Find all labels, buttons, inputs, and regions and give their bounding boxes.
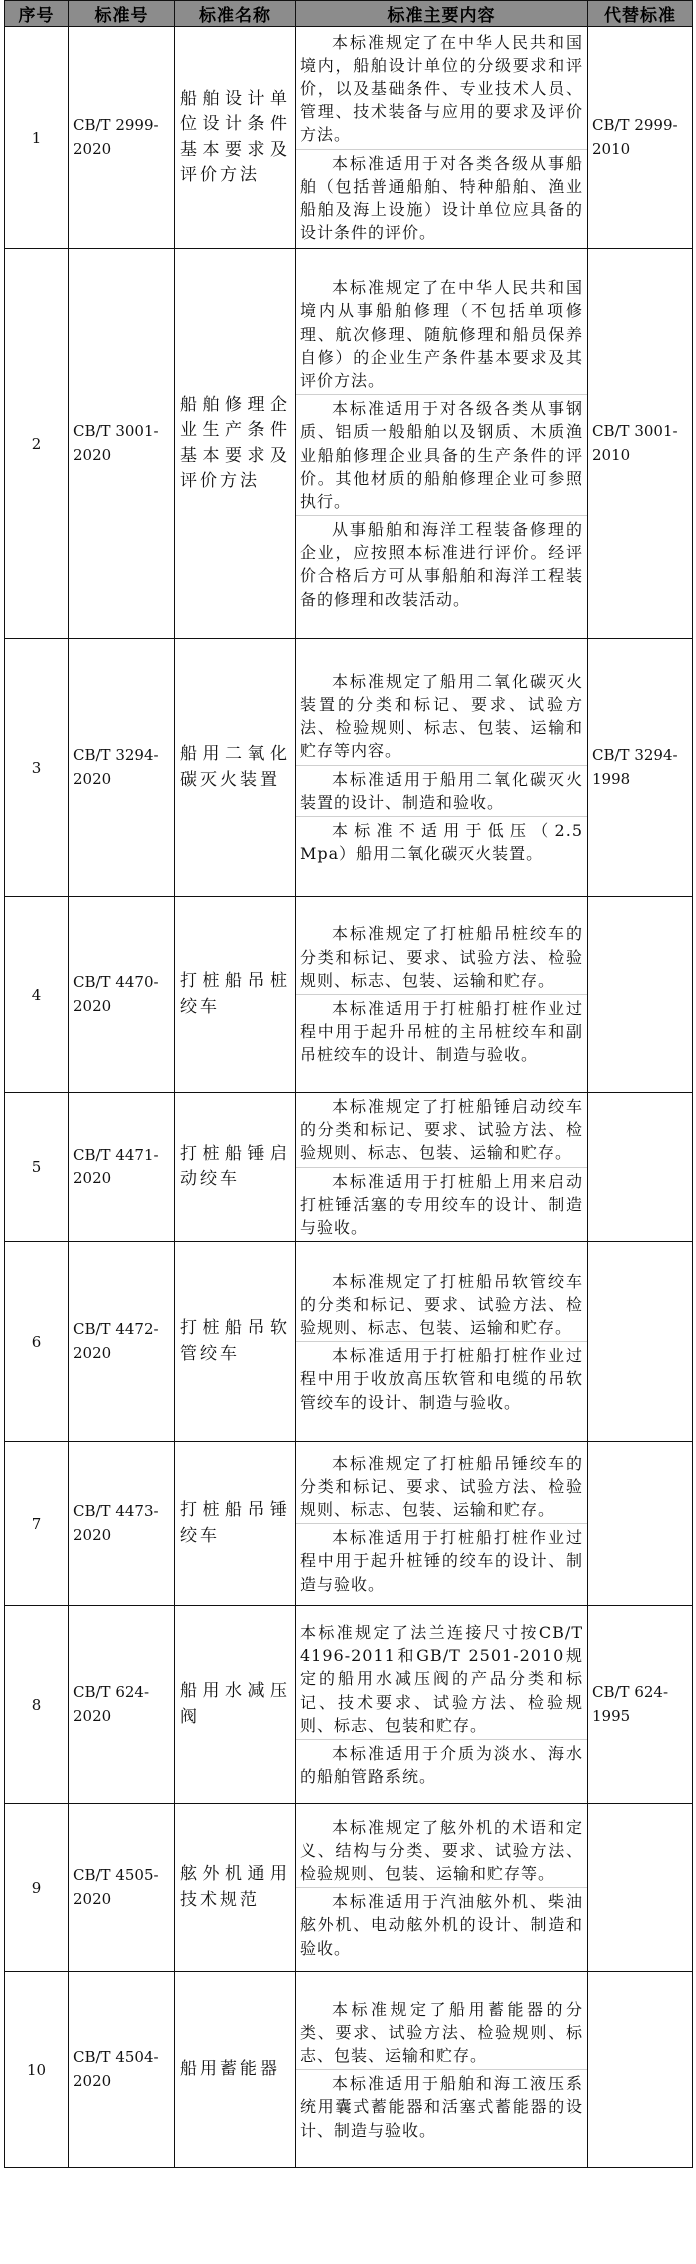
table-row — [5, 897, 693, 1093]
row-standard-code: CB/T 4505-2020 — [69, 1804, 175, 1972]
row-standard-code: CB/T 4470-2020 — [69, 897, 175, 1093]
row-replaced-standard — [588, 1093, 693, 1242]
row-content — [296, 639, 588, 897]
row-standard-code: CB/T 624-2020 — [69, 1606, 175, 1804]
row-standard-code: CB/T 3294-2020 — [69, 639, 175, 897]
row-standard-name: 船舶修理企业生产条件基本要求及评价方法 — [175, 249, 296, 639]
row-standard-name: 打桩船吊软管绞车 — [175, 1242, 296, 1442]
content-paragraph: 从事船舶和海洋工程装备修理的企业，应按照本标准进行评价。经评价合格后方可从事船舶和海洋工程装备的修理和改装活动。 — [296, 515, 587, 613]
content-paragraph: 本标准规定了打桩船锤启动绞车的分类和标记、要求、试验方法、检验规则、标志、包装、运输和贮存。 — [300, 1097, 583, 1163]
row-seq: 5 — [5, 1093, 69, 1242]
content-paragraph: 本标准适用于对各级各类从事钢质、铝质一般船舶以及钢质、木质渔业船舶修理企业具备的生产条件的评价。其他材质的船舶修理企业可参照执行。 — [296, 394, 587, 515]
row-content — [296, 1804, 588, 1972]
row-standard-name: 打桩船吊桩绞车 — [175, 897, 296, 1093]
row-replaced-standard: CB/T 3294-1998 — [588, 639, 693, 897]
row-seq: 1 — [5, 27, 69, 249]
row-content — [296, 1606, 588, 1804]
row-replaced-standard — [588, 897, 693, 1093]
row-content — [296, 1093, 588, 1242]
row-seq: 8 — [5, 1606, 69, 1804]
row-seq: 3 — [5, 639, 69, 897]
standards-table — [4, 0, 693, 2168]
row-replaced-standard: CB/T 624-1995 — [588, 1606, 693, 1804]
row-standard-name: 船用水减压阀 — [175, 1606, 296, 1804]
content-paragraph: 本标准规定了舷外机的术语和定义、结构与分类、要求、试验方法、检验规则、包装、运输和贮存等。 — [300, 1817, 583, 1883]
table-row — [5, 1442, 693, 1606]
content-paragraph: 本标准适用于介质为淡水、海水的船舶管路系统。 — [296, 1739, 587, 1790]
header-code: 标准号 — [69, 1, 175, 27]
row-standard-code: CB/T 4504-2020 — [69, 1972, 175, 2168]
content-paragraph: 本标准规定了在中华人民共和国境内，船舶设计单位的分级要求和评价，以及基础条件、专业技术人员、管理、技术装备与应用的要求及评价方法。 — [300, 32, 583, 145]
content-paragraph: 本标准适用于船舶和海工液压系统用囊式蓄能器和活塞式蓄能器的设计、制造与验收。 — [296, 2069, 587, 2144]
content-paragraph: 本标准适用于打桩船打桩作业过程中用于收放高压软管和电缆的吊软管绞车的设计、制造与验收。 — [296, 1341, 587, 1416]
row-replaced-standard — [588, 1242, 693, 1442]
content-paragraph: 本标准规定了船用蓄能器的分类、要求、试验方法、检验规则、标志、包装、运输和贮存。 — [300, 1999, 583, 2065]
header-seq: 序号 — [5, 1, 69, 27]
header-name: 标准名称 — [175, 1, 296, 27]
row-seq: 7 — [5, 1442, 69, 1606]
row-content — [296, 249, 588, 639]
row-seq: 6 — [5, 1242, 69, 1442]
row-standard-name: 船用二氧化碳灭火装置 — [175, 639, 296, 897]
row-replaced-standard: CB/T 3001-2010 — [588, 249, 693, 639]
content-paragraph: 本标准适用于船用二氧化碳灭火装置的设计、制造和验收。 — [296, 765, 587, 816]
content-paragraph: 本标准适用于打桩船打桩作业过程中用于起升桩锤的绞车的设计、制造与验收。 — [296, 1523, 587, 1598]
content-paragraph: 本标准规定了打桩船吊锤绞车的分类和标记、要求、试验方法、检验规则、标志、包装、运输和贮存。 — [300, 1453, 583, 1519]
content-paragraph: 本标准适用于对各类各级从事船舶（包括普通船舶、特种船舶、渔业船舶及海上设施）设计单位应具备的设计条件的评价。 — [296, 149, 587, 247]
content-paragraph: 本标准规定了在中华人民共和国境内从事船舶修理（不包括单项修理、航次修理、随航修理和船员保养自修）的企业生产条件基本要求及其评价方法。 — [300, 278, 583, 390]
table-row — [5, 1606, 693, 1804]
table-row — [5, 249, 693, 639]
table-row — [5, 27, 693, 249]
row-content — [296, 27, 588, 249]
header-row — [5, 1, 693, 27]
row-standard-code: CB/T 4472-2020 — [69, 1242, 175, 1442]
table-row — [5, 639, 693, 897]
row-seq: 4 — [5, 897, 69, 1093]
table-row — [5, 1972, 693, 2168]
content-paragraph: 本标准规定了船用二氧化碳灭火装置的分类和标记、要求、试验方法、检验规则、标志、包装、运输和贮存等内容。 — [300, 671, 583, 761]
content-paragraph: 本标准适用于打桩船打桩作业过程中用于起升吊桩的主吊桩绞车和副吊桩绞车的设计、制造与验收。 — [296, 994, 587, 1069]
table-row — [5, 1093, 693, 1242]
row-seq: 10 — [5, 1972, 69, 2168]
table-row — [5, 1242, 693, 1442]
header-replace: 代替标准 — [588, 1, 693, 27]
table-row — [5, 1804, 693, 1972]
row-seq: 9 — [5, 1804, 69, 1972]
content-paragraph: 本标准规定了打桩船吊软管绞车的分类和标记、要求、试验方法、检验规则、标志、包装、运输和贮存。 — [300, 1271, 583, 1337]
row-standard-code: CB/T 4471-2020 — [69, 1093, 175, 1242]
row-replaced-standard — [588, 1442, 693, 1606]
row-standard-name: 舷外机通用技术规范 — [175, 1804, 296, 1972]
row-content — [296, 1242, 588, 1442]
row-content — [296, 897, 588, 1093]
row-content — [296, 1972, 588, 2168]
row-standard-name: 打桩船锤启动绞车 — [175, 1093, 296, 1242]
row-standard-name: 打桩船吊锤绞车 — [175, 1442, 296, 1606]
row-replaced-standard — [588, 1972, 693, 2168]
row-standard-code: CB/T 4473-2020 — [69, 1442, 175, 1606]
row-standard-name: 船用蓄能器 — [175, 1972, 296, 2168]
content-paragraph: 本标准规定了法兰连接尺寸按CB/T 4196-2011和GB/T 2501-2010规定的船用水减压阀的产品分类和标记、技术要求、试验方法、检验规则、标志、包装和贮存。 — [300, 1622, 583, 1735]
content-paragraph: 本标准适用于汽油舷外机、柴油舷外机、电动舷外机的设计、制造和验收。 — [296, 1887, 587, 1962]
row-content — [296, 1442, 588, 1606]
row-replaced-standard: CB/T 2999-2010 — [588, 27, 693, 249]
row-replaced-standard — [588, 1804, 693, 1972]
content-paragraph: 本标准规定了打桩船吊桩绞车的分类和标记、要求、试验方法、检验规则、标志、包装、运输和贮存。 — [300, 924, 583, 990]
row-standard-name: 船舶设计单位设计条件基本要求及评价方法 — [175, 27, 296, 249]
content-paragraph: 本标准适用于打桩船上用来启动打桩锤活塞的专用绞车的设计、制造与验收。 — [296, 1167, 587, 1242]
content-paragraph: 本标准不适用于低压（2.5 Mpa）船用二氧化碳灭火装置。 — [296, 816, 587, 867]
row-standard-code: CB/T 2999-2020 — [69, 27, 175, 249]
row-seq: 2 — [5, 249, 69, 639]
header-content: 标准主要内容 — [296, 1, 588, 27]
row-standard-code: CB/T 3001-2020 — [69, 249, 175, 639]
